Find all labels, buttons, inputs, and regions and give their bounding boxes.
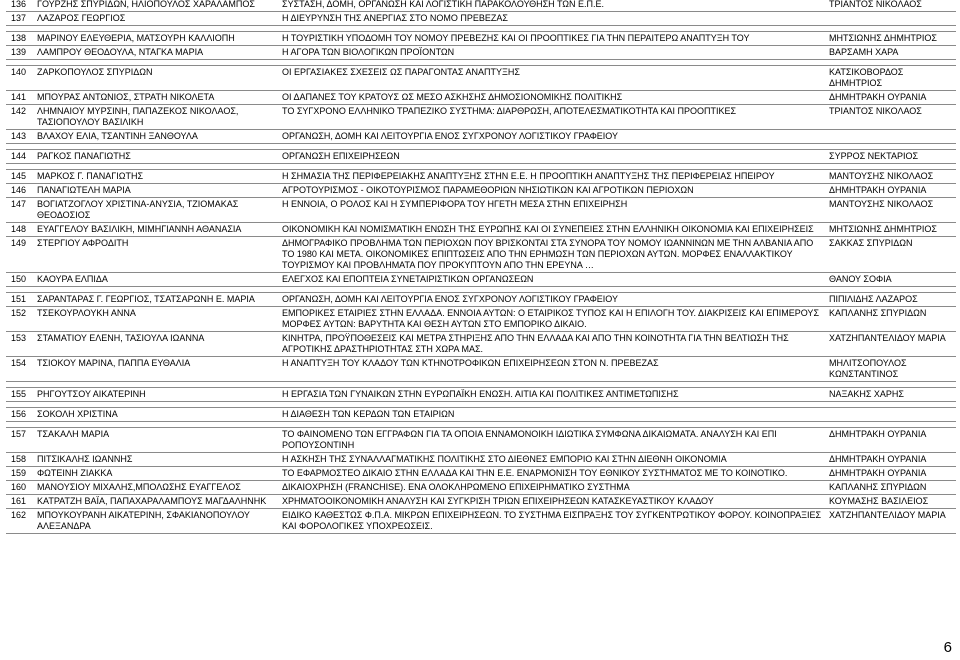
thesis-title-cell: ΟΡΓΑΝΩΣΗ, ΔΟΜΗ ΚΑΙ ΛΕΙΤΟΥΡΓΙΑ ΕΝΟΣ ΣΥΓΧΡΟΝΟΥ ΛΟΓΙΣΤΙΚΟΥ ΓΡΑΦΕΙΟΥ (279, 293, 826, 307)
table-row (6, 332, 956, 357)
row-number: 154 (6, 357, 34, 382)
supervisor-cell (826, 12, 956, 26)
table-row (6, 105, 956, 130)
author-cell: ΣΟΚΟΛΗ ΧΡΙΣΤΙΝΑ (34, 408, 279, 422)
row-number: 150 (6, 273, 34, 287)
author-cell: ΒΛΑΧΟΥ ΕΛΙΑ, ΤΣΑΝΤΙΝΗ ΞΑΝΘΟΥΛΑ (34, 130, 279, 144)
table-row (6, 388, 956, 402)
row-number: 152 (6, 307, 34, 332)
supervisor-cell: ΚΑΠΛΑΝΗΣ ΣΠΥΡΙΔΩΝ (826, 481, 956, 495)
thesis-title-cell: Η ΑΣΚΗΣΗ ΤΗΣ ΣΥΝΑΛΛΑΓΜΑΤΙΚΗΣ ΠΟΛΙΤΙΚΗΣ ΣΤΟ ΔΙΕΘΝΕΣ ΕΜΠΟΡΙΟ ΚΑΙ ΣΤΗΝ ΔΙΕΘΝΗ ΟΙΚΟΝΟΜΙΑ (279, 453, 826, 467)
supervisor-cell: ΜΗΤΣΙΩΝΗΣ ΔΗΜΗΤΡΙΟΣ (826, 223, 956, 237)
row-number: 149 (6, 237, 34, 273)
row-number: 136 (6, 0, 34, 12)
row-number: 162 (6, 509, 34, 534)
row-number: 139 (6, 46, 34, 60)
thesis-title-cell: Η ΔΙΑΘΕΣΗ ΤΩΝ ΚΕΡΔΩΝ ΤΩΝ ΕΤΑΙΡΙΩΝ (279, 408, 826, 422)
author-cell: ΤΣΙΟΚΟΥ ΜΑΡΙΝΑ, ΠΑΠΠΑ ΕΥΘΑΛΙΑ (34, 357, 279, 382)
author-cell: ΚΑΟΥΡΑ ΕΛΠΙΔΑ (34, 273, 279, 287)
supervisor-cell: ΝΑΞΑΚΗΣ ΧΑΡΗΣ (826, 388, 956, 402)
thesis-title-cell: ΧΡΗΜΑΤΟΟΙΚΟΝΟΜΙΚΗ ΑΝΑΛΥΣΗ ΚΑΙ ΣΥΓΚΡΙΣΗ ΤΡΙΩΝ ΕΠΙΧΕΙΡΗΣΕΩΝ ΚΑΤΑΣΚΕΥΑΣΤΙΚΟΥ ΚΛΑΔΟΥ (279, 495, 826, 509)
table-row (6, 453, 956, 467)
row-number: 155 (6, 388, 34, 402)
supervisor-cell: ΣΑΚΚΑΣ ΣΠΥΡΙΔΩΝ (826, 237, 956, 273)
author-cell: ΦΩΤΕΙΝΗ ΖΙΑΚΚΑ (34, 467, 279, 481)
author-cell: ΛΑΖΑΡΟΣ ΓΕΩΡΓΙΟΣ (34, 12, 279, 26)
table-row (6, 46, 956, 60)
row-number: 146 (6, 184, 34, 198)
theses-table (6, 0, 956, 534)
author-cell: ΤΣΑΚΑΛΗ ΜΑΡΙΑ (34, 428, 279, 453)
author-cell: ΠΙΤΣΙΚΑΛΗΣ ΙΩΑΝΝΗΣ (34, 453, 279, 467)
supervisor-cell: ΚΑΤΣΙΚΟΒΟΡΔΟΣ ΔΗΜΗΤΡΙΟΣ (826, 66, 956, 91)
row-number: 147 (6, 198, 34, 223)
row-number: 148 (6, 223, 34, 237)
supervisor-cell: ΧΑΤΖΗΠΑΝΤΕΛΙΔΟΥ ΜΑΡΙΑ (826, 509, 956, 534)
table-row (6, 12, 956, 26)
table-row (6, 184, 956, 198)
table-row (6, 509, 956, 534)
author-cell: ΣΤΑΜΑΤΙΟΥ ΕΛΕΝΗ, ΤΑΣΙΟΥΛΑ ΙΩΑΝΝΑ (34, 332, 279, 357)
page-number: 6 (943, 639, 952, 656)
thesis-title-cell: ΔΙΚΑΙΟΧΡΗΣΗ (FRANCHISE). ΕΝΑ ΟΛΟΚΛΗΡΩΜΕΝΟ ΕΠΙΧΕΙΡΗΜΑΤΙΚΟ ΣΥΣΤΗΜΑ (279, 481, 826, 495)
supervisor-cell: ΔΗΜΗΤΡΑΚΗ ΟΥΡΑΝΙΑ (826, 91, 956, 105)
thesis-title-cell: Η ΔΙΕΥΡΥΝΣΗ ΤΗΣ ΑΝΕΡΓΙΑΣ ΣΤΟ ΝΟΜΟ ΠΡΕΒΕΖΑΣ (279, 12, 826, 26)
author-cell: ΚΑΤΡΑΤΖΗ ΒΑΪΑ, ΠΑΠΑΧΑΡΑΛΑΜΠΟΥΣ ΜΑΓΔΑΛΗΝΗΚ (34, 495, 279, 509)
table-row (6, 495, 956, 509)
table-row (6, 32, 956, 46)
row-number: 156 (6, 408, 34, 422)
thesis-title-cell: ΟΙ ΔΑΠΑΝΕΣ ΤΟΥ ΚΡΑΤΟΥΣ ΩΣ ΜΕΣΟ ΑΣΚΗΣΗΣ ΔΗΜΟΣΙΟΝΟΜΙΚΗΣ ΠΟΛΙΤΙΚΗΣ (279, 91, 826, 105)
author-cell: ΜΠΟΥΡΑΣ ΑΝΤΩΝΙΟΣ, ΣΤΡΑΤΗ ΝΙΚΟΛΕΤΑ (34, 91, 279, 105)
author-cell: ΣΤΕΡΓΙΟΥ ΑΦΡΟΔΙΤΗ (34, 237, 279, 273)
thesis-title-cell: Η ΤΟΥΡΙΣΤΙΚΗ ΥΠΟΔΟΜΗ ΤΟΥ ΝΟΜΟΥ ΠΡΕΒΕΖΗΣ ΚΑΙ ΟΙ ΠΡΟΟΠΤΙΚΕΣ ΓΙΑ ΤΗΝ ΠΕΡΑΙΤΕΡΩ ΑΝΑΠΤΥΞΗ ΤΟΥ (279, 32, 826, 46)
row-number: 137 (6, 12, 34, 26)
author-cell: ΜΠΟΥΚΟΥΡΑΝΗ ΑΙΚΑΤΕΡΙΝΗ, ΣΦΑΚΙΑΝΟΠΟΥΛΟΥ ΑΛΕΞΑΝΔΡΑ (34, 509, 279, 534)
supervisor-cell: ΔΗΜΗΤΡΑΚΗ ΟΥΡΑΝΙΑ (826, 467, 956, 481)
thesis-title-cell: ΟΡΓΑΝΩΣΗ ΕΠΙΧΕΙΡΗΣΕΩΝ (279, 150, 826, 164)
author-cell: ΣΑΡΑΝΤΑΡΑΣ Γ. ΓΕΩΡΓΙΟΣ, ΤΣΑΤΣΑΡΩΝΗ Ε. ΜΑΡΙΑ (34, 293, 279, 307)
table-row (6, 357, 956, 382)
table-row (6, 150, 956, 164)
row-number: 145 (6, 170, 34, 184)
table-row (6, 273, 956, 287)
supervisor-cell: ΜΑΝΤΟΥΣΗΣ ΝΙΚΟΛΑΟΣ (826, 198, 956, 223)
author-cell: ΖΑΡΚΟΠΟΥΛΟΣ ΣΠΥΡΙΔΩΝ (34, 66, 279, 91)
row-number: 158 (6, 453, 34, 467)
table-row (6, 0, 956, 12)
thesis-title-cell: Η ΕΝΝΟΙΑ, Ο ΡΟΛΟΣ ΚΑΙ Η ΣΥΜΠΕΡΙΦΟΡΑ ΤΟΥ ΗΓΕΤΗ ΜΕΣΑ ΣΤΗΝ ΕΠΙΧΕΙΡΗΣΗ (279, 198, 826, 223)
thesis-title-cell: ΕΛΕΓΧΟΣ ΚΑΙ ΕΠΟΠΤΕΙΑ ΣΥΝΕΤΑΙΡΙΣΤΙΚΩΝ ΟΡΓΑΝΩΣΕΩΝ (279, 273, 826, 287)
supervisor-cell (826, 130, 956, 144)
table-row (6, 170, 956, 184)
row-number: 144 (6, 150, 34, 164)
thesis-title-cell: ΣΥΣΤΑΣΗ, ΔΟΜΗ, ΟΡΓΑΝΩΣΗ ΚΑΙ ΛΟΓΙΣΤΙΚΗ ΠΑΡΑΚΟΛΟΥΘΗΣΗ ΤΩΝ Ε.Π.Ε. (279, 0, 826, 12)
author-cell: ΜΑΝΟΥΣΙΟΥ ΜΙΧΑΛΗΣ,ΜΠΟΛΩΣΗΣ ΕΥΑΓΓΕΛΟΣ (34, 481, 279, 495)
table-row (6, 130, 956, 144)
row-number: 151 (6, 293, 34, 307)
supervisor-cell: ΘΑΝΟΥ ΣΟΦΙΑ (826, 273, 956, 287)
theses-table-body (6, 0, 956, 534)
table-row (6, 481, 956, 495)
table-row (6, 66, 956, 91)
supervisor-cell: ΚΟΥΜΑΣΗΣ ΒΑΣΙΛΕΙΟΣ (826, 495, 956, 509)
supervisor-cell: ΠΙΠΙΛΙΔΗΣ ΛΑΖΑΡΟΣ (826, 293, 956, 307)
author-cell: ΛΗΜΝΑΙΟΥ ΜΥΡΣΙΝΗ, ΠΑΠΑΖΕΚΟΣ ΝΙΚΟΛΑΟΣ, ΤΑΣΙΟΠΟΥΛΟΥ ΒΑΣΙΛΙΚΗ (34, 105, 279, 130)
row-number: 138 (6, 32, 34, 46)
row-number: 142 (6, 105, 34, 130)
row-number: 160 (6, 481, 34, 495)
author-cell: ΤΣΕΚΟΥΡΛΟΥΚΗ ΑΝΝΑ (34, 307, 279, 332)
table-row (6, 293, 956, 307)
row-number: 143 (6, 130, 34, 144)
table-row (6, 198, 956, 223)
table-row (6, 467, 956, 481)
author-cell: ΛΑΜΠΡΟΥ ΘΕΟΔΟΥΛΑ, ΝΤΑΓΚΑ ΜΑΡΙΑ (34, 46, 279, 60)
row-number: 161 (6, 495, 34, 509)
author-cell: ΡΗΓΟΥΤΣΟΥ ΑΙΚΑΤΕΡΙΝΗ (34, 388, 279, 402)
author-cell: ΕΥΑΓΓΕΛΟΥ ΒΑΣΙΛΙΚΗ, ΜΙΜΗΓΙΑΝΝΗ ΑΘΑΝΑΣΙΑ (34, 223, 279, 237)
supervisor-cell: ΧΑΤΖΗΠΑΝΤΕΛΙΔΟΥ ΜΑΡΙΑ (826, 332, 956, 357)
thesis-title-cell: Η ΕΡΓΑΣΙΑ ΤΩΝ ΓΥΝΑΙΚΩΝ ΣΤΗΝ ΕΥΡΩΠΑΪΚΗ ΕΝΩΣΗ. ΑΙΤΙΑ ΚΑΙ ΠΟΛΙΤΙΚΕΣ ΑΝΤΙΜΕΤΩΠΙΣΗΣ (279, 388, 826, 402)
supervisor-cell: ΒΑΡΣΑΜΗ ΧΑΡΑ (826, 46, 956, 60)
row-number: 157 (6, 428, 34, 453)
table-row (6, 408, 956, 422)
supervisor-cell: ΔΗΜΗΤΡΑΚΗ ΟΥΡΑΝΙΑ (826, 428, 956, 453)
supervisor-cell: ΤΡΙΑΝΤΟΣ ΝΙΚΟΛΑΟΣ (826, 0, 956, 12)
author-cell: ΠΑΝΑΓΙΩΤΕΛΗ ΜΑΡΙΑ (34, 184, 279, 198)
thesis-title-cell: ΟΡΓΑΝΩΣΗ, ΔΟΜΗ ΚΑΙ ΛΕΙΤΟΥΡΓΙΑ ΕΝΟΣ ΣΥΓΧΡΟΝΟΥ ΛΟΓΙΣΤΙΚΟΥ ΓΡΑΦΕΙΟΥ (279, 130, 826, 144)
thesis-title-cell: ΟΙ ΕΡΓΑΣΙΑΚΕΣ ΣΧΕΣΕΙΣ ΩΣ ΠΑΡΑΓΟΝΤΑΣ ΑΝΑΠΤΥΞΗΣ (279, 66, 826, 91)
table-row (6, 223, 956, 237)
thesis-title-cell: Η ΑΓΟΡΑ ΤΩΝ ΒΙΟΛΟΓΙΚΩΝ ΠΡΟΪΟΝΤΩΝ (279, 46, 826, 60)
thesis-title-cell: ΤΟ ΦΑΙΝΟΜΕΝΟ ΤΩΝ ΕΓΓΡΑΦΩΝ ΓΙΑ ΤΑ ΟΠΟΙΑ ΕΝΝΑΜΟΝΟΙΚΗ ΙΔΙΩΤΙΚΑ ΣΥΜΦΩΝΑ ΔΙΚΑΙΩΜΑΤΑ. ΑΝΑΛΥΣΗ ΚΑΙ ΕΠΙ ΡΟΠΟΥΣΟΝΤΙΝΗ (279, 428, 826, 453)
supervisor-cell: ΔΗΜΗΤΡΑΚΗ ΟΥΡΑΝΙΑ (826, 184, 956, 198)
supervisor-cell: ΜΑΝΤΟΥΣΗΣ ΝΙΚΟΛΑΟΣ (826, 170, 956, 184)
table-row (6, 91, 956, 105)
thesis-title-cell: ΕΙΔΙΚΟ ΚΑΘΕΣΤΩΣ Φ.Π.Α. ΜΙΚΡΩΝ ΕΠΙΧΕΙΡΗΣΕΩΝ. ΤΟ ΣΥΣΤΗΜΑ ΕΙΣΠΡΑΞΗΣ ΤΟΥ ΣΥΓΚΕΝΤΡΩΤΙΚΟΥ ΦΟΡΟΥ. ΚΟΙΝΟΠΡΑΞΙΕΣ ΚΑΙ ΦΟΡΟΛΟΓΙΚΕΣ ΥΠΟΧΡΕΩΣΕΙΣ. (279, 509, 826, 534)
thesis-title-cell: ΟΙΚΟΝΟΜΙΚΗ ΚΑΙ ΝΟΜΙΣΜΑΤΙΚΗ ΕΝΩΣΗ ΤΗΣ ΕΥΡΩΠΗΣ ΚΑΙ ΟΙ ΣΥΝΕΠΕΙΕΣ ΣΤΗΝ ΕΛΛΗΝΙΚΗ ΟΙΚΟΝΟΜΙΑ ΚΑΙ ΕΠΙΧΕΙΡΗΣΕΙΣ (279, 223, 826, 237)
thesis-title-cell: Η ΣΗΜΑΣΙΑ ΤΗΣ ΠΕΡΙΦΕΡΕΙΑΚΗΣ ΑΝΑΠΤΥΞΗΣ ΣΤΗΝ Ε.Ε. Η ΠΡΟΟΠΤΙΚΗ ΑΝΑΠΤΥΞΗΣ ΤΗΣ ΠΕΡΙΦΕΡΕΙΑΣ ΗΠΕΙΡΟΥ (279, 170, 826, 184)
thesis-title-cell: ΑΓΡΟΤΟΥΡΙΣΜΟΣ - ΟΙΚΟΤΟΥΡΙΣΜΟΣ ΠΑΡΑΜΕΘΟΡΙΩΝ ΝΗΣΙΩΤΙΚΩΝ ΚΑΙ ΑΓΡΟΤΙΚΩΝ ΠΕΡΙΟΧΩΝ (279, 184, 826, 198)
author-cell: ΜΑΡΙΝΟΥ ΕΛΕΥΘΕΡΙΑ, ΜΑΤΣΟΥΡΗ ΚΑΛΛΙΟΠΗ (34, 32, 279, 46)
supervisor-cell (826, 408, 956, 422)
row-number: 159 (6, 467, 34, 481)
supervisor-cell: ΜΗΤΣΙΩΝΗΣ ΔΗΜΗΤΡΙΟΣ (826, 32, 956, 46)
supervisor-cell: ΤΡΙΑΝΤΟΣ ΝΙΚΟΛΑΟΣ (826, 105, 956, 130)
supervisor-cell: ΚΑΠΛΑΝΗΣ ΣΠΥΡΙΔΩΝ (826, 307, 956, 332)
thesis-title-cell: ΤΟ ΕΦΑΡΜΟΣΤΕΟ ΔΙΚΑΙΟ ΣΤΗΝ ΕΛΛΑΔΑ ΚΑΙ ΤΗΝ Ε.Ε. ΕΝΑΡΜΟΝΙΣΗ ΤΟΥ ΕΘΝΙΚΟΥ ΣΥΣΤΗΜΑΤΟΣ ΜΕ ΤΟ ΚΟΙΝΟΤΙΚΟ. (279, 467, 826, 481)
supervisor-cell: ΔΗΜΗΤΡΑΚΗ ΟΥΡΑΝΙΑ (826, 453, 956, 467)
author-cell: ΜΑΡΚΟΣ Γ. ΠΑΝΑΓΙΩΤΗΣ (34, 170, 279, 184)
supervisor-cell: ΜΗΛΙΤΣΟΠΟΥΛΟΣ ΚΩΝΣΤΑΝΤΙΝΟΣ (826, 357, 956, 382)
thesis-title-cell: Η ΑΝΑΠΤΥΞΗ ΤΟΥ ΚΛΑΔΟΥ ΤΩΝ ΚΤΗΝΟΤΡΟΦΙΚΩΝ ΕΠΙΧΕΙΡΗΣΕΩΝ ΣΤΟΝ Ν. ΠΡΕΒΕΖΑΣ (279, 357, 826, 382)
supervisor-cell: ΣΥΡΡΟΣ ΝΕΚΤΑΡΙΟΣ (826, 150, 956, 164)
author-cell: ΡΑΓΚΟΣ ΠΑΝΑΓΙΩΤΗΣ (34, 150, 279, 164)
table-row (6, 237, 956, 273)
thesis-title-cell: ΚΙΝΗΤΡΑ, ΠΡΟΫΠΟΘΕΣΕΙΣ ΚΑΙ ΜΕΤΡΑ ΣΤΗΡΙΞΗΣ ΑΠΟ ΤΗΝ ΕΛΛΑΔΑ ΚΑΙ ΑΠΟ ΤΗΝ ΚΟΙΝΟΤΗΤΑ ΓΙΑ ΤΗΝ ΒΕΛΤΙΩΣΗ ΤΗΣ ΑΓΡΟΤΙΚΗΣ ΔΡΑΣΤΗΡΙΟΤΗΤΑΣ ΣΤΗ ΧΩΡΑ ΜΑΣ. (279, 332, 826, 357)
thesis-title-cell: ΤΟ ΣΥΓΧΡΟΝΟ ΕΛΛΗΝΙΚΟ ΤΡΑΠΕΖΙΚΟ ΣΥΣΤΗΜΑ: ΔΙΑΡΘΡΩΣΗ, ΑΠΟΤΕΛΕΣΜΑΤΙΚΟΤΗΤΑ ΚΑΙ ΠΡΟΟΠΤΙΚΕΣ (279, 105, 826, 130)
author-cell: ΓΟΥΡΖΗΣ ΣΠΥΡΙΔΩΝ, ΗΛΙΟΠΟΥΛΟΣ ΧΑΡΑΛΑΜΠΟΣ (34, 0, 279, 12)
thesis-title-cell: ΔΗΜΟΓΡΑΦΙΚΟ ΠΡΟΒΛΗΜΑ ΤΩΝ ΠΕΡΙΟΧΩΝ ΠΟΥ ΒΡΙΣΚΟΝΤΑΙ ΣΤΑ ΣΥΝΟΡΑ ΤΟΥ ΝΟΜΟΥ ΙΩΑΝΝΙΝΩΝ ΜΕ ΤΗΝ ΑΛΒΑΝΙΑ ΑΠΟ ΤΟ 1980 ΚΑΙ ΜΕΤΑ. ΟΙΚΟΝΟΜΙΚΕΣ ΕΠΙΠΤΩΣΕΙΣ ΑΠΟ ΤΗΝ ΕΡΗΜΩΣΗ ΤΩΝ ΠΕΡΙΟΧΩΝ ΑΥΤΩΝ. ΜΟΡΦΕΣ ΕΝΑΛΛΑΚΤΙΚΟΥ ΤΟΥΡΙΣΜΟΥ ΚΑΙ ΠΡΟΒΛΗΜΑΤΑ ΠΟΥ ΠΡΟΚΥΠΤΟΥΝ ΑΠΟ ΤΗΝ ΕΡΕΥΝΑ … (279, 237, 826, 273)
table-row (6, 307, 956, 332)
row-number: 153 (6, 332, 34, 357)
thesis-title-cell: ΕΜΠΟΡΙΚΕΣ ΕΤΑΙΡΙΕΣ ΣΤΗΝ ΕΛΛΑΔΑ. ΕΝΝΟΙΑ ΑΥΤΩΝ: Ο ΕΤΑΙΡΙΚΟΣ ΤΥΠΟΣ ΚΑΙ Η ΕΠΙΛΟΓΗ ΤΟΥ. ΔΙΑΚΡΙΣΕΙΣ ΚΑΙ ΕΠΙΜΕΡΟΥΣ ΜΟΡΦΕΣ ΑΥΤΩΝ: ΒΑΡΥΤΗΤΑ ΚΑΙ ΘΕΣΗ ΑΥΤΩΝ ΣΤΟ ΕΜΠΟΡΙΚΟ ΔΙΚΑΙΟ. (279, 307, 826, 332)
row-number: 141 (6, 91, 34, 105)
author-cell: ΒΟΓΙΑΤΖΟΓΛΟΥ ΧΡΙΣΤΙΝΑ-ΑΝΥΣΙΑ, ΤΖΙΟΜΑΚΑΣ ΘΕΟΔΟΣΙΟΣ (34, 198, 279, 223)
row-number: 140 (6, 66, 34, 91)
table-row (6, 428, 956, 453)
